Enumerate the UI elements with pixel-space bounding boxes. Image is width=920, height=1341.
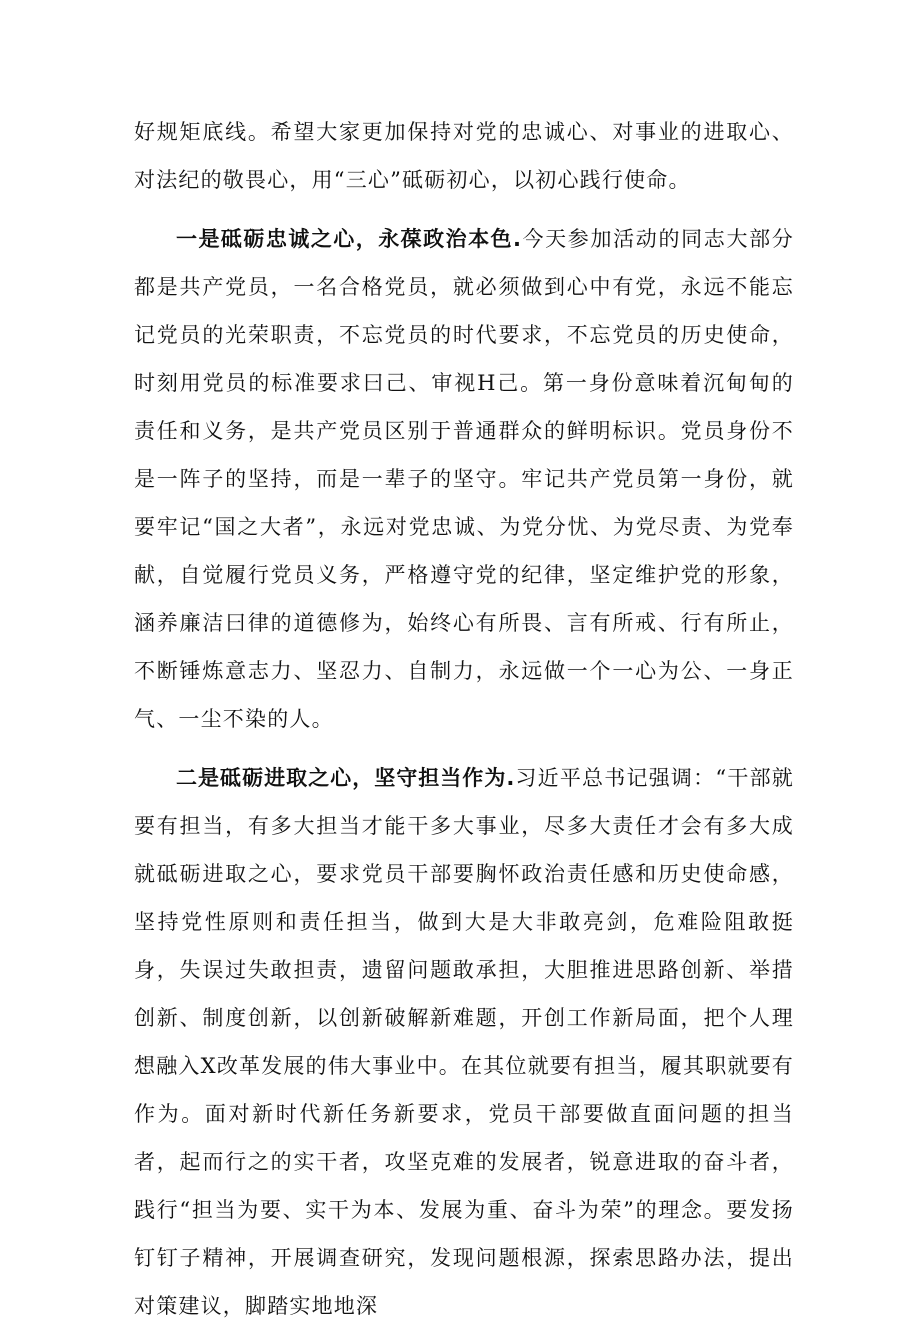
paragraph-intro	[134, 108, 794, 204]
document-body	[134, 108, 794, 1341]
paragraph-enterprise-body: 习近平总书记强调：“干部就要有担当，有多大担当才能干多大事业，尽多大责任才会有多大成就砥砺进取之心，要求党员干部要胸怀政治责任感和历史使命感，坚持党性原则和责任担当，做到大是大非敢亮剑，危难险阻敢挺身，失误过失敢担责，遗留问题敢承担，大胆推进思路创新、举措创新、制度创新，以创新破解新难题，开创工作新局面，把个人理想融入X改革发展的伟大事业中。在其位就要有担当，履其职就要有作为。面对新时代新任务新要求，党员干部要做直面问题的担当者，起而行之的实干者，攻坚克难的发展者，锐意进取的奋斗者，践行“担当为要、实干为本、发展为重、奋斗为荣”的理念。要发扬钉钉子精神，开展调查研究，发现问题根源，探索思路办法，提出对策建议，脚踏实地地深	[134, 766, 794, 1318]
paragraph-loyalty-body: 今天参加活动的同志大部分都是共产党员，一名合格党员，就必须做到心中有党，永远不能忘记党员的光荣职责，不忘党员的时代要求，不忘党员的历史使命，时刻用党员的标准要求曰己、审视H己。第一身份意味着沉甸甸的责任和义务，是共产党员区别于普通群众的鲜明标识。党员身份不是一阵子的坚持，而是一辈子的坚守。牢记共产党员第一身份，就要牢记“国之大者”，永远对党忠诚、为党分忧、为党尽责、为党奉献，自觉履行党员义务，严格遵守党的纪律，坚定维护党的形象，涵养廉洁曰律的道德修为，始终心有所畏、言有所戒、行有所止，不断锤炼意志力、坚忍力、自制力，永远做一个一心为公、一身正气、一尘不染的人。	[134, 227, 794, 731]
paragraph-enterprise	[134, 754, 794, 1330]
paragraph-enterprise-lead: 二是砥砺进取之心，坚守担当作为.	[176, 766, 516, 790]
paragraph-intro-body: 好规矩底线。希望大家更加保持对党的忠诚心、对事业的进取心、对法纪的敬畏心，用“三心”砥砺初心，以初心践行使命。	[134, 120, 794, 192]
paragraph-loyalty-lead: 一是砥砺忠诚之心，永葆政治本色.	[176, 227, 522, 251]
paragraph-loyalty	[134, 215, 794, 743]
